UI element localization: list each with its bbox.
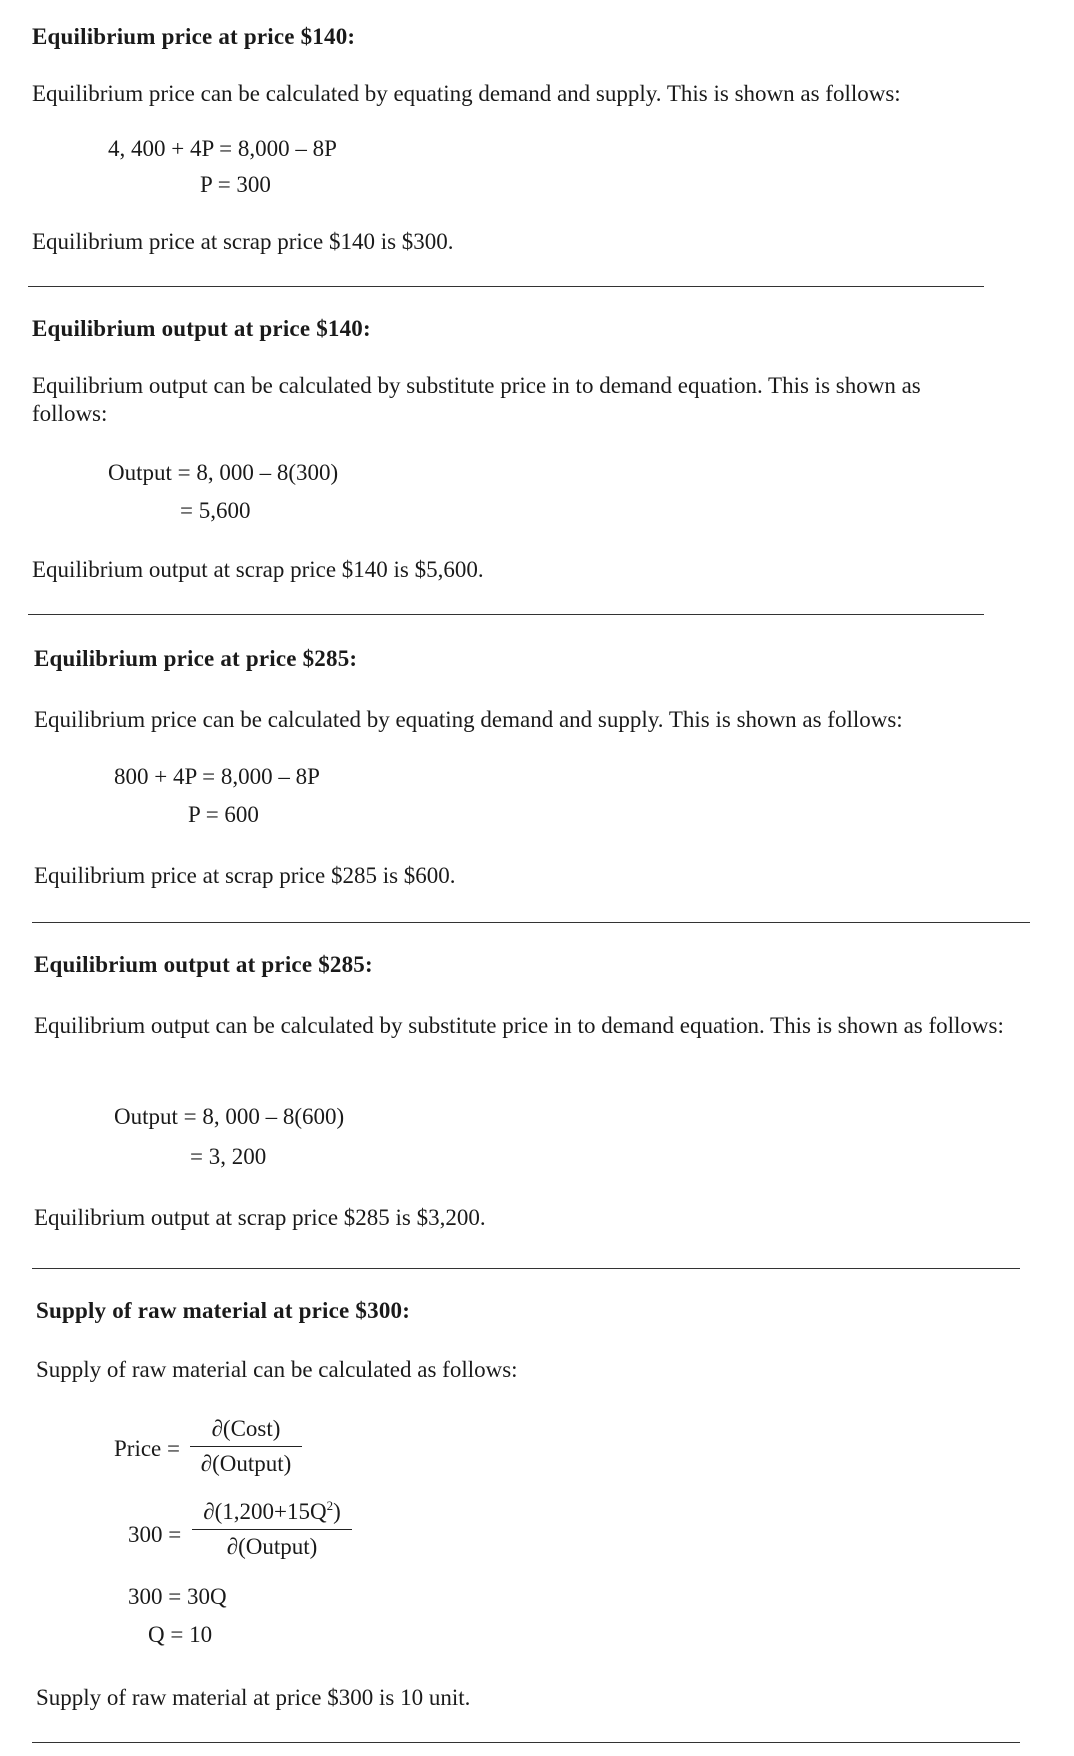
fraction-numerator: $\partial(1,200+15Q^2)$ (203, 1498, 341, 1524)
equation: Q = 10 (148, 1622, 213, 1647)
section-heading: Supply of raw material at price $300: (36, 1298, 411, 1323)
fraction (192, 1498, 352, 1560)
section-divider (32, 1742, 1020, 1743)
section-intro: Equilibrium price can be calculated by equating demand and supply. This is shown as follows: (34, 707, 903, 732)
fraction (190, 1416, 302, 1477)
section-conclusion: Equilibrium price at scrap price $140 is $300. (32, 229, 454, 254)
section-conclusion: Equilibrium price at scrap price $285 is $600. (34, 863, 456, 888)
section-conclusion: Equilibrium output at scrap price $140 is $5,600. (32, 557, 484, 582)
equation: Output = 8, 000 – 8(300) (108, 460, 339, 485)
section-heading: Equilibrium output at price $285: (34, 952, 373, 977)
fraction-denominator: ∂(Output) (200, 1451, 292, 1476)
section-intro: Equilibrium price can be calculated by equating demand and supply. This is shown as follows: (32, 81, 901, 106)
equation-lhs: Price = (114, 1436, 180, 1461)
fraction-denominator: ∂(Output) (226, 1534, 318, 1559)
section-divider (28, 614, 984, 615)
equation-lhs: 300 = (128, 1522, 182, 1547)
equation: = 3, 200 (190, 1144, 267, 1169)
fraction-numerator: ∂(Cost) (211, 1416, 281, 1441)
section-heading: Equilibrium price at price $285: (34, 646, 358, 671)
section-heading: Equilibrium price at price $140: (32, 24, 356, 49)
section-conclusion: Equilibrium output at scrap price $285 is $3,200. (34, 1205, 486, 1230)
equation: P = 600 (188, 802, 259, 827)
section-heading: Equilibrium output at price $140: (32, 316, 371, 341)
equation: 800 + 4P = 8,000 – 8P (114, 764, 320, 789)
equation: 300 = 30Q (128, 1584, 227, 1609)
equation: = 5,600 (180, 498, 251, 523)
section-intro: Equilibrium output can be calculated by substitute price in to demand equation. This is shown as follows: (34, 1013, 1004, 1038)
equation: 4, 400 + 4P = 8,000 – 8P (108, 136, 337, 161)
section-intro: Equilibrium output can be calculated by substitute price in to demand equation. This is shown as follows: (32, 373, 921, 426)
equation: P = 300 (200, 172, 271, 197)
section-intro: Supply of raw material can be calculated as follows: (36, 1357, 518, 1382)
section-divider (32, 922, 1030, 923)
section-divider (32, 1268, 1020, 1269)
equation: Output = 8, 000 – 8(600) (114, 1104, 345, 1129)
section-conclusion: Supply of raw material at price $300 is 10 unit. (36, 1685, 471, 1710)
section-divider (28, 286, 984, 287)
